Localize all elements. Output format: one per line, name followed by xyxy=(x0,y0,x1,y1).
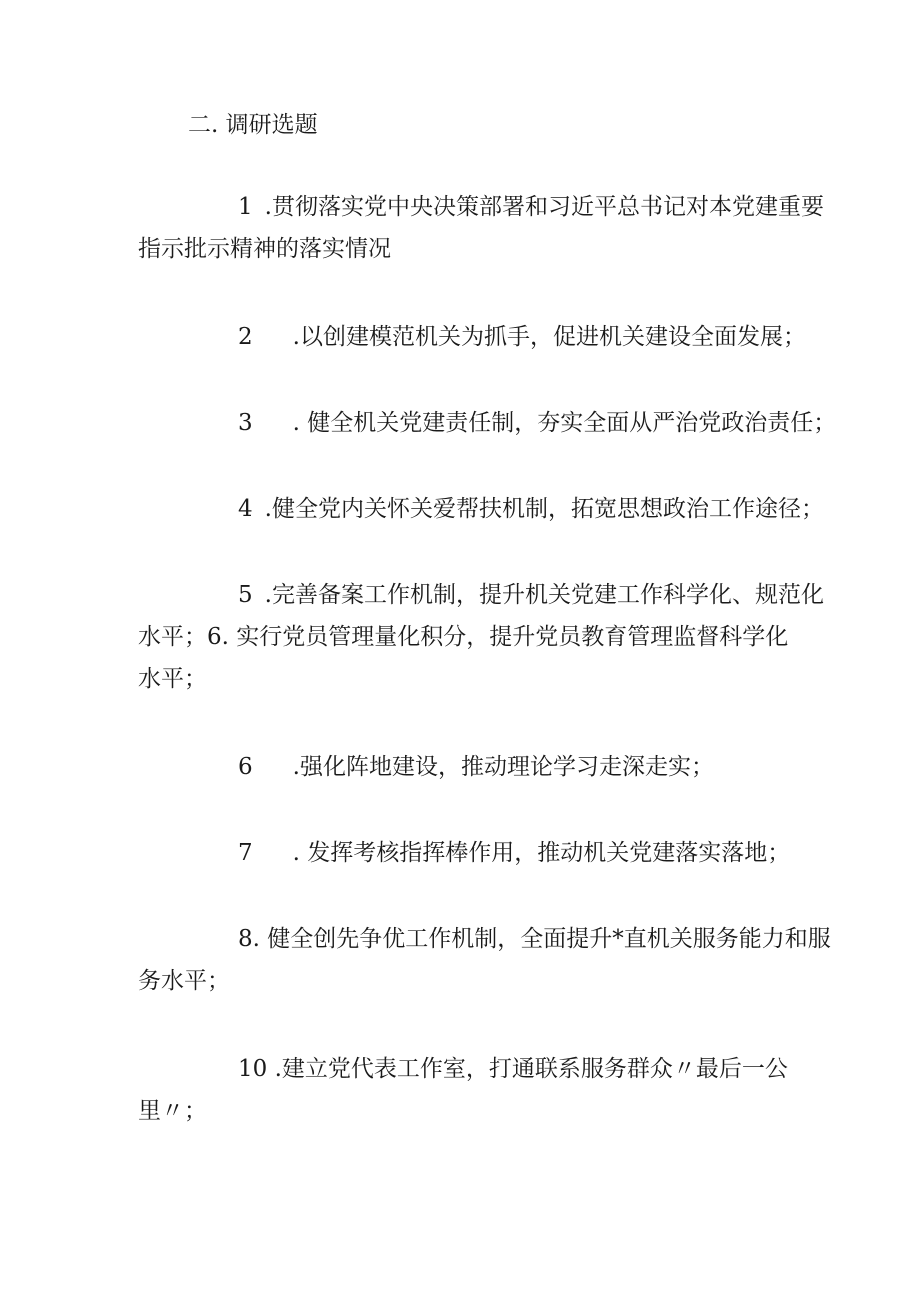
item-number: 6 xyxy=(238,754,253,780)
section-heading: 二. 调研选题 xyxy=(188,112,318,138)
list-item xyxy=(138,918,831,1002)
item-text-continued: 务水平； xyxy=(138,968,230,994)
item-text: .强化阵地建设，推动理论学习走深走实； xyxy=(292,754,714,780)
item-number: 10 xyxy=(238,1056,268,1082)
item-text-continued: 指示批示精神的落实情况 xyxy=(138,236,391,262)
item-number: 5 xyxy=(238,582,253,608)
item-number: 4 xyxy=(238,496,253,522)
item-text: .以创建模范机关为抓手，促进机关建设全面发展； xyxy=(292,324,806,350)
list-item xyxy=(138,402,837,444)
list-item xyxy=(138,186,824,270)
item-text: . 健全机关党建责任制，夯实全面从严治党政治责任； xyxy=(292,410,837,436)
list-item xyxy=(138,746,788,788)
list-item xyxy=(138,488,824,530)
item-text: .建立党代表工作室，打通联系服务群众〃最后一公 xyxy=(267,1056,788,1082)
item-text-continued: 水平； xyxy=(138,666,207,692)
item-text-continued: 里〃； xyxy=(138,1098,207,1124)
item-text: .贯彻落实党中央决策部署和习近平总书记对本党建重要 xyxy=(264,194,824,220)
item-number: 1 xyxy=(238,194,253,220)
item-text: .完善备案工作机制，提升机关党建工作科学化、规范化 xyxy=(264,582,824,608)
item-number: 8 xyxy=(238,926,253,952)
list-item xyxy=(138,316,806,358)
item-number: 2 xyxy=(238,324,253,350)
list-item xyxy=(138,574,824,700)
item-text-continued: 水平；6. 实行党员管理量化积分，提升党员教育管理监督科学化 xyxy=(138,624,789,650)
list-item xyxy=(138,832,791,874)
item-text: . 健全创先争优工作机制，全面提升*直机关服务能力和服 xyxy=(252,926,831,952)
item-text: . 发挥考核指挥棒作用，推动机关党建落实落地； xyxy=(292,840,791,866)
item-text: .健全党内关怀关爱帮扶机制，拓宽思想政治工作途径； xyxy=(264,496,824,522)
item-number: 7 xyxy=(238,840,253,866)
item-number: 3 xyxy=(238,410,253,436)
list-item xyxy=(138,1048,788,1132)
